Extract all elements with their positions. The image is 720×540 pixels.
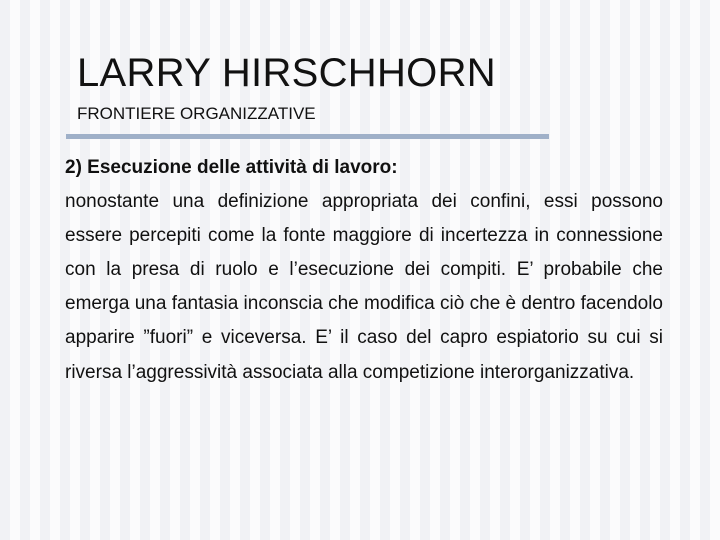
slide-subtitle: FRONTIERE ORGANIZZATIVE <box>77 104 316 123</box>
body-paragraph: nonostante una definizione appropriata dei confini, essi possono essere percepiti come la fonte maggiore di incertezza in connessione con la presa di ruolo e l’esecuzione dei compiti. E’ probabile che emerga una fantasia inconscia che modifica ciò che è dentro facendolo apparire ”fuori” e viceversa. E’ il caso del capro espiatorio su cui si riversa l’aggressività associata alla competizione interorganizzativa. <box>65 191 663 383</box>
content-block <box>65 151 663 390</box>
section-heading: 2) Esecuzione delle attività di lavoro: <box>65 157 398 178</box>
slide-title: LARRY HIRSCHHORN <box>77 51 496 95</box>
title-divider <box>66 134 549 139</box>
